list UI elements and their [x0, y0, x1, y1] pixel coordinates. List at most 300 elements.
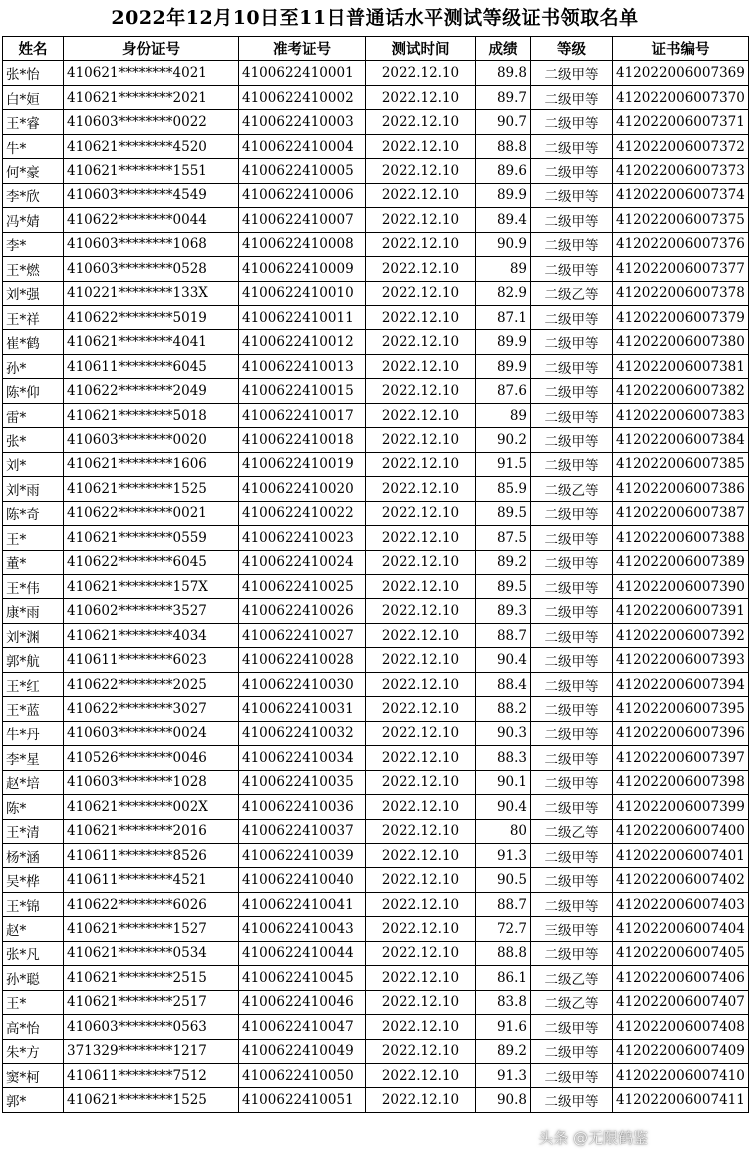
cell-level: 二级乙等 [531, 281, 613, 305]
cell-certificate-number: 412022006007404 [613, 917, 749, 941]
cell-test-date: 2022.12.10 [366, 990, 476, 1014]
cell-score: 89.7 [476, 85, 531, 109]
cell-certificate-number: 412022006007369 [613, 61, 749, 85]
cell-exam-number: 4100622410015 [239, 379, 366, 403]
cell-exam-number: 4100622410041 [239, 892, 366, 916]
cell-level: 二级甲等 [531, 574, 613, 598]
cell-level: 二级甲等 [531, 159, 613, 183]
cell-test-date: 2022.12.10 [366, 428, 476, 452]
cell-id-number: 410603********0024 [64, 721, 239, 745]
cell-name: 王* [3, 990, 64, 1014]
cell-score: 89 [476, 257, 531, 281]
cell-score: 91.3 [476, 843, 531, 867]
table-row [3, 134, 749, 158]
cell-score: 90.2 [476, 428, 531, 452]
cell-exam-number: 4100622410018 [239, 428, 366, 452]
header-exam-number: 准考证号 [239, 37, 366, 61]
cell-certificate-number: 412022006007384 [613, 428, 749, 452]
cell-score: 90.4 [476, 795, 531, 819]
cell-name: 王* [3, 526, 64, 550]
cell-test-date: 2022.12.10 [366, 941, 476, 965]
cell-id-number: 410603********0022 [64, 110, 239, 134]
table-header-row [3, 37, 749, 61]
cell-name: 陈*仰 [3, 379, 64, 403]
cell-certificate-number: 412022006007373 [613, 159, 749, 183]
cell-exam-number: 4100622410045 [239, 966, 366, 990]
table-row [3, 770, 749, 794]
cell-exam-number: 4100622410005 [239, 159, 366, 183]
cell-id-number: 410526********0046 [64, 746, 239, 770]
cell-score: 89.3 [476, 599, 531, 623]
cell-test-date: 2022.12.10 [366, 452, 476, 476]
cell-score: 91.3 [476, 1064, 531, 1088]
cell-name: 张*怡 [3, 61, 64, 85]
cell-test-date: 2022.12.10 [366, 599, 476, 623]
cell-test-date: 2022.12.10 [366, 305, 476, 329]
cell-exam-number: 4100622410008 [239, 232, 366, 256]
cell-certificate-number: 412022006007386 [613, 477, 749, 501]
cell-certificate-number: 412022006007405 [613, 941, 749, 965]
cell-level: 二级乙等 [531, 966, 613, 990]
cell-name: 赵* [3, 917, 64, 941]
cell-exam-number: 4100622410025 [239, 574, 366, 598]
cell-level: 二级甲等 [531, 1039, 613, 1063]
cell-exam-number: 4100622410002 [239, 85, 366, 109]
cell-test-date: 2022.12.10 [366, 746, 476, 770]
cell-certificate-number: 412022006007396 [613, 721, 749, 745]
cell-certificate-number: 412022006007372 [613, 134, 749, 158]
cell-name: 李*欣 [3, 183, 64, 207]
cell-id-number: 410621********4034 [64, 623, 239, 647]
cell-level: 二级甲等 [531, 721, 613, 745]
cell-test-date: 2022.12.10 [366, 623, 476, 647]
table-row [3, 672, 749, 696]
cell-name: 王*红 [3, 672, 64, 696]
cell-level: 二级甲等 [531, 305, 613, 329]
table-row [3, 917, 749, 941]
cell-test-date: 2022.12.10 [366, 477, 476, 501]
cell-id-number: 410621********4021 [64, 61, 239, 85]
cell-certificate-number: 412022006007377 [613, 257, 749, 281]
cell-test-date: 2022.12.10 [366, 966, 476, 990]
cell-id-number: 410621********002X [64, 795, 239, 819]
cell-id-number: 410621********1551 [64, 159, 239, 183]
cell-id-number: 410621********4520 [64, 134, 239, 158]
cell-certificate-number: 412022006007375 [613, 208, 749, 232]
cell-test-date: 2022.12.10 [366, 134, 476, 158]
cell-level: 二级甲等 [531, 770, 613, 794]
cell-exam-number: 4100622410001 [239, 61, 366, 85]
table-row [3, 892, 749, 916]
cell-test-date: 2022.12.10 [366, 795, 476, 819]
cell-id-number: 410603********0528 [64, 257, 239, 281]
cell-name: 张* [3, 428, 64, 452]
table-body [3, 61, 749, 1112]
cell-test-date: 2022.12.10 [366, 330, 476, 354]
cell-id-number: 410603********1028 [64, 770, 239, 794]
table-row [3, 305, 749, 329]
cell-certificate-number: 412022006007388 [613, 526, 749, 550]
cell-exam-number: 4100622410020 [239, 477, 366, 501]
cell-name: 高*怡 [3, 1015, 64, 1039]
cell-name: 刘*强 [3, 281, 64, 305]
cell-score: 89.9 [476, 354, 531, 378]
table-row [3, 819, 749, 843]
cell-id-number: 410621********2515 [64, 966, 239, 990]
cell-test-date: 2022.12.10 [366, 892, 476, 916]
cell-level: 二级甲等 [531, 1088, 613, 1112]
header-score: 成绩 [476, 37, 531, 61]
cell-level: 二级甲等 [531, 941, 613, 965]
cell-id-number: 410622********2025 [64, 672, 239, 696]
cell-level: 二级甲等 [531, 672, 613, 696]
table-row [3, 110, 749, 134]
cell-id-number: 410622********6026 [64, 892, 239, 916]
cell-score: 89.2 [476, 1039, 531, 1063]
cell-level: 二级乙等 [531, 819, 613, 843]
cell-level: 二级甲等 [531, 526, 613, 550]
cell-exam-number: 4100622410050 [239, 1064, 366, 1088]
cell-test-date: 2022.12.10 [366, 1015, 476, 1039]
cell-certificate-number: 412022006007371 [613, 110, 749, 134]
cell-name: 崔*鹤 [3, 330, 64, 354]
cell-score: 80 [476, 819, 531, 843]
cell-name: 刘* [3, 452, 64, 476]
cell-test-date: 2022.12.10 [366, 819, 476, 843]
cell-level: 二级甲等 [531, 61, 613, 85]
cell-level: 二级甲等 [531, 746, 613, 770]
cell-name: 王*清 [3, 819, 64, 843]
cell-level: 二级甲等 [531, 795, 613, 819]
cell-certificate-number: 412022006007376 [613, 232, 749, 256]
table-row [3, 183, 749, 207]
header-test-date: 测试时间 [366, 37, 476, 61]
cell-score: 91.6 [476, 1015, 531, 1039]
cell-score: 82.9 [476, 281, 531, 305]
certificate-roster-table [2, 36, 749, 1113]
cell-name: 郭* [3, 1088, 64, 1112]
cell-level: 二级甲等 [531, 868, 613, 892]
cell-exam-number: 4100622410010 [239, 281, 366, 305]
cell-exam-number: 4100622410012 [239, 330, 366, 354]
cell-certificate-number: 412022006007390 [613, 574, 749, 598]
cell-score: 86.1 [476, 966, 531, 990]
cell-id-number: 410622********5019 [64, 305, 239, 329]
cell-score: 89.4 [476, 208, 531, 232]
cell-score: 90.5 [476, 868, 531, 892]
cell-certificate-number: 412022006007379 [613, 305, 749, 329]
cell-exam-number: 4100622410031 [239, 697, 366, 721]
table-row [3, 746, 749, 770]
table-row [3, 477, 749, 501]
cell-level: 二级甲等 [531, 110, 613, 134]
cell-test-date: 2022.12.10 [366, 550, 476, 574]
table-row [3, 85, 749, 109]
cell-id-number: 410621********157X [64, 574, 239, 598]
cell-id-number: 410622********0044 [64, 208, 239, 232]
cell-score: 90.1 [476, 770, 531, 794]
cell-id-number: 410621********0559 [64, 526, 239, 550]
cell-id-number: 410621********1606 [64, 452, 239, 476]
cell-certificate-number: 412022006007392 [613, 623, 749, 647]
cell-name: 孙*聪 [3, 966, 64, 990]
cell-score: 89.8 [476, 61, 531, 85]
table-row [3, 330, 749, 354]
table-row [3, 1064, 749, 1088]
table-row [3, 721, 749, 745]
cell-id-number: 410621********2021 [64, 85, 239, 109]
cell-test-date: 2022.12.10 [366, 697, 476, 721]
cell-level: 二级甲等 [531, 257, 613, 281]
cell-level: 二级甲等 [531, 330, 613, 354]
cell-name: 董* [3, 550, 64, 574]
cell-score: 72.7 [476, 917, 531, 941]
cell-certificate-number: 412022006007407 [613, 990, 749, 1014]
table-row [3, 379, 749, 403]
cell-id-number: 410622********6045 [64, 550, 239, 574]
cell-exam-number: 4100622410019 [239, 452, 366, 476]
cell-level: 二级甲等 [531, 501, 613, 525]
cell-score: 90.4 [476, 648, 531, 672]
cell-id-number: 410621********0534 [64, 941, 239, 965]
cell-certificate-number: 412022006007374 [613, 183, 749, 207]
cell-level: 二级甲等 [531, 623, 613, 647]
cell-name: 郭*航 [3, 648, 64, 672]
cell-id-number: 410611********6023 [64, 648, 239, 672]
table-row [3, 574, 749, 598]
table-row [3, 795, 749, 819]
cell-name: 赵*培 [3, 770, 64, 794]
cell-score: 88.7 [476, 892, 531, 916]
cell-exam-number: 4100622410009 [239, 257, 366, 281]
cell-test-date: 2022.12.10 [366, 159, 476, 183]
cell-level: 二级甲等 [531, 208, 613, 232]
table-row [3, 1015, 749, 1039]
cell-test-date: 2022.12.10 [366, 843, 476, 867]
table-row [3, 208, 749, 232]
cell-certificate-number: 412022006007385 [613, 452, 749, 476]
cell-certificate-number: 412022006007398 [613, 770, 749, 794]
cell-score: 89.5 [476, 574, 531, 598]
cell-name: 朱*方 [3, 1039, 64, 1063]
cell-id-number: 371329********1217 [64, 1039, 239, 1063]
cell-exam-number: 4100622410006 [239, 183, 366, 207]
table-row [3, 281, 749, 305]
cell-name: 王*伟 [3, 574, 64, 598]
cell-id-number: 410622********3027 [64, 697, 239, 721]
cell-score: 90.3 [476, 721, 531, 745]
cell-certificate-number: 412022006007380 [613, 330, 749, 354]
table-row [3, 257, 749, 281]
cell-test-date: 2022.12.10 [366, 770, 476, 794]
cell-name: 王*祥 [3, 305, 64, 329]
cell-exam-number: 4100622410051 [239, 1088, 366, 1112]
cell-level: 二级甲等 [531, 85, 613, 109]
cell-level: 二级甲等 [531, 648, 613, 672]
cell-id-number: 410603********4549 [64, 183, 239, 207]
cell-score: 85.9 [476, 477, 531, 501]
cell-test-date: 2022.12.10 [366, 721, 476, 745]
cell-certificate-number: 412022006007370 [613, 85, 749, 109]
cell-exam-number: 4100622410030 [239, 672, 366, 696]
cell-level: 二级甲等 [531, 428, 613, 452]
cell-id-number: 410221********133X [64, 281, 239, 305]
cell-exam-number: 4100622410037 [239, 819, 366, 843]
cell-certificate-number: 412022006007411 [613, 1088, 749, 1112]
table-row [3, 990, 749, 1014]
table-row [3, 623, 749, 647]
cell-test-date: 2022.12.10 [366, 648, 476, 672]
cell-score: 90.8 [476, 1088, 531, 1112]
cell-test-date: 2022.12.10 [366, 1064, 476, 1088]
table-row [3, 452, 749, 476]
cell-level: 二级甲等 [531, 599, 613, 623]
cell-level: 二级甲等 [531, 843, 613, 867]
cell-level: 二级乙等 [531, 477, 613, 501]
cell-certificate-number: 412022006007382 [613, 379, 749, 403]
cell-score: 88.2 [476, 697, 531, 721]
cell-score: 89.5 [476, 501, 531, 525]
cell-test-date: 2022.12.10 [366, 110, 476, 134]
cell-name: 李* [3, 232, 64, 256]
cell-test-date: 2022.12.10 [366, 281, 476, 305]
cell-exam-number: 4100622410043 [239, 917, 366, 941]
cell-score: 90.7 [476, 110, 531, 134]
cell-level: 二级甲等 [531, 550, 613, 574]
cell-id-number: 410621********2016 [64, 819, 239, 843]
cell-name: 何*豪 [3, 159, 64, 183]
cell-exam-number: 4100622410036 [239, 795, 366, 819]
cell-id-number: 410621********2517 [64, 990, 239, 1014]
table-row [3, 843, 749, 867]
cell-test-date: 2022.12.10 [366, 1039, 476, 1063]
table-row [3, 697, 749, 721]
cell-score: 87.5 [476, 526, 531, 550]
cell-score: 87.1 [476, 305, 531, 329]
cell-name: 陈*奇 [3, 501, 64, 525]
cell-name: 牛*丹 [3, 721, 64, 745]
cell-test-date: 2022.12.10 [366, 257, 476, 281]
cell-certificate-number: 412022006007381 [613, 354, 749, 378]
table-row [3, 941, 749, 965]
cell-exam-number: 4100622410049 [239, 1039, 366, 1063]
cell-level: 二级甲等 [531, 1015, 613, 1039]
cell-certificate-number: 412022006007409 [613, 1039, 749, 1063]
cell-exam-number: 4100622410017 [239, 403, 366, 427]
cell-exam-number: 4100622410027 [239, 623, 366, 647]
cell-level: 二级乙等 [531, 990, 613, 1014]
cell-test-date: 2022.12.10 [366, 379, 476, 403]
cell-test-date: 2022.12.10 [366, 183, 476, 207]
cell-level: 二级甲等 [531, 892, 613, 916]
cell-test-date: 2022.12.10 [366, 526, 476, 550]
cell-test-date: 2022.12.10 [366, 208, 476, 232]
cell-name: 吴*桦 [3, 868, 64, 892]
cell-exam-number: 4100622410032 [239, 721, 366, 745]
cell-id-number: 410621********1525 [64, 477, 239, 501]
cell-certificate-number: 412022006007393 [613, 648, 749, 672]
cell-name: 雷* [3, 403, 64, 427]
cell-certificate-number: 412022006007401 [613, 843, 749, 867]
cell-exam-number: 4100622410028 [239, 648, 366, 672]
table-row [3, 159, 749, 183]
cell-test-date: 2022.12.10 [366, 501, 476, 525]
cell-exam-number: 4100622410040 [239, 868, 366, 892]
cell-certificate-number: 412022006007402 [613, 868, 749, 892]
cell-exam-number: 4100622410004 [239, 134, 366, 158]
table-row [3, 1088, 749, 1112]
cell-name: 王*蓝 [3, 697, 64, 721]
cell-level: 二级甲等 [531, 183, 613, 207]
cell-score: 88.3 [476, 746, 531, 770]
cell-exam-number: 4100622410003 [239, 110, 366, 134]
cell-name: 陈* [3, 795, 64, 819]
cell-score: 88.4 [476, 672, 531, 696]
cell-name: 杨*涵 [3, 843, 64, 867]
cell-test-date: 2022.12.10 [366, 917, 476, 941]
cell-score: 89.9 [476, 330, 531, 354]
cell-certificate-number: 412022006007397 [613, 746, 749, 770]
table-row [3, 648, 749, 672]
cell-id-number: 410621********1525 [64, 1088, 239, 1112]
cell-id-number: 410611********7512 [64, 1064, 239, 1088]
cell-test-date: 2022.12.10 [366, 1088, 476, 1112]
cell-level: 二级甲等 [531, 697, 613, 721]
cell-name: 刘*渊 [3, 623, 64, 647]
cell-exam-number: 4100622410013 [239, 354, 366, 378]
cell-id-number: 410603********0563 [64, 1015, 239, 1039]
cell-name: 牛* [3, 134, 64, 158]
cell-name: 窦*柯 [3, 1064, 64, 1088]
cell-score: 91.5 [476, 452, 531, 476]
table-row [3, 868, 749, 892]
cell-exam-number: 4100622410035 [239, 770, 366, 794]
cell-test-date: 2022.12.10 [366, 354, 476, 378]
table-row [3, 232, 749, 256]
cell-level: 二级甲等 [531, 379, 613, 403]
cell-level: 二级甲等 [531, 134, 613, 158]
cell-score: 89.2 [476, 550, 531, 574]
cell-exam-number: 4100622410047 [239, 1015, 366, 1039]
table-row [3, 354, 749, 378]
header-name: 姓名 [3, 37, 64, 61]
header-level: 等级 [531, 37, 613, 61]
cell-certificate-number: 412022006007406 [613, 966, 749, 990]
cell-id-number: 410621********4041 [64, 330, 239, 354]
cell-id-number: 410611********8526 [64, 843, 239, 867]
cell-test-date: 2022.12.10 [366, 574, 476, 598]
cell-score: 89.9 [476, 183, 531, 207]
cell-level: 二级甲等 [531, 403, 613, 427]
cell-level: 三级甲等 [531, 917, 613, 941]
cell-exam-number: 4100622410023 [239, 526, 366, 550]
cell-test-date: 2022.12.10 [366, 232, 476, 256]
cell-score: 88.8 [476, 941, 531, 965]
cell-certificate-number: 412022006007389 [613, 550, 749, 574]
cell-id-number: 410611********4521 [64, 868, 239, 892]
cell-certificate-number: 412022006007399 [613, 795, 749, 819]
cell-level: 二级甲等 [531, 452, 613, 476]
cell-score: 89 [476, 403, 531, 427]
header-id-number: 身份证号 [64, 37, 239, 61]
watermark: 头条 @无限鹤鉴 [538, 1129, 648, 1147]
cell-name: 李*星 [3, 746, 64, 770]
cell-id-number: 410621********1527 [64, 917, 239, 941]
table-row [3, 599, 749, 623]
table-row [3, 61, 749, 85]
cell-exam-number: 4100622410007 [239, 208, 366, 232]
header-certificate-number: 证书编号 [613, 37, 749, 61]
